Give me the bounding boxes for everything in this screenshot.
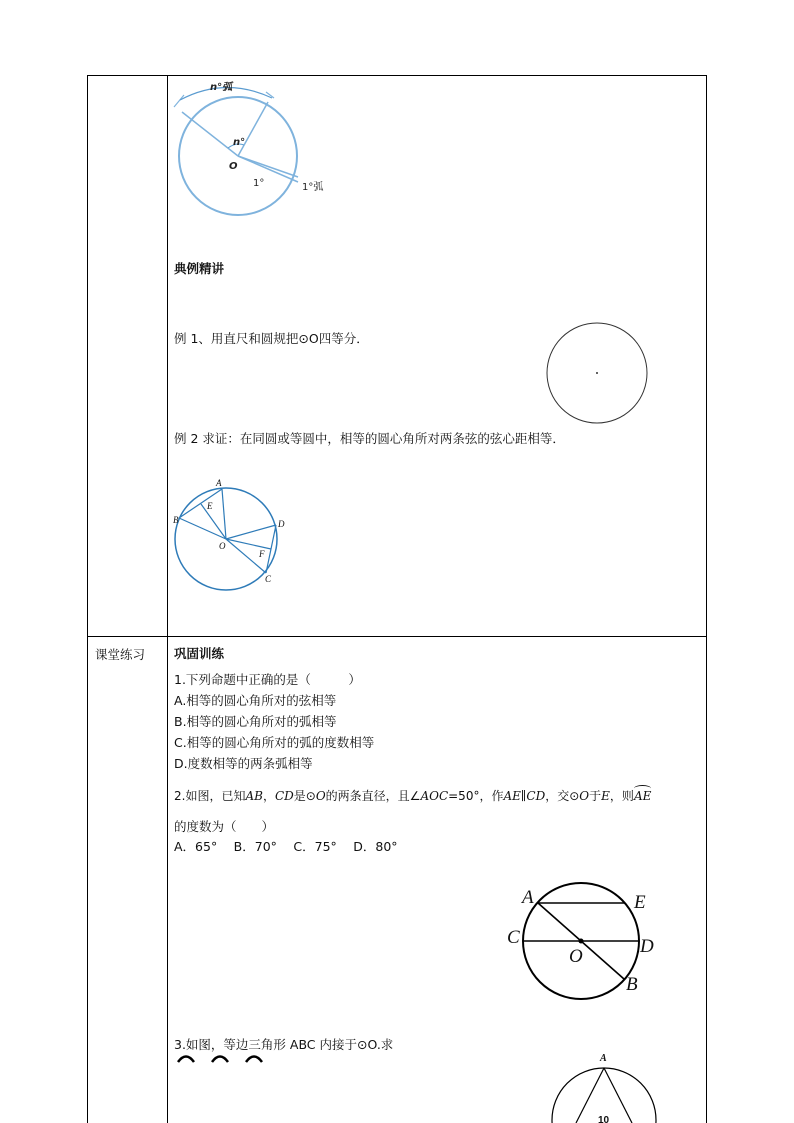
point-label-f: F	[259, 549, 265, 559]
table-left-border	[87, 75, 88, 1123]
point-label-b: B	[173, 515, 179, 525]
q3-arc-marks	[174, 1050, 274, 1064]
example2-chord-figure	[170, 475, 290, 595]
q2-stem-p7: ，则	[609, 789, 634, 803]
q1-stem: 1.下列命题中正确的是（ ）	[174, 672, 361, 687]
point-label-c: C	[265, 574, 272, 584]
label-center-o: O	[229, 161, 238, 172]
q3-stem: 3.如图，等边三角形 ABC 内接于⊙O.求	[174, 1037, 394, 1052]
q3-triangle-figure	[540, 1048, 670, 1123]
q2-stem-e: E	[601, 789, 610, 803]
q1-option-d: D.度数相等的两条弧相等	[174, 756, 313, 771]
example1-center-dot	[596, 372, 598, 374]
q2-circle-figure	[500, 876, 670, 1006]
q3-label-10: 10	[598, 1115, 610, 1123]
q1-option-c: C.相等的圆心角所对的弧的度数相等	[174, 735, 375, 750]
chord-ab	[179, 489, 222, 518]
q2-line2: 的度数为（ ）	[174, 819, 275, 834]
q2-label-a: A	[522, 887, 534, 908]
q2-label-c: C	[507, 927, 520, 948]
q2-stem-p1: 2.如图，已知	[174, 789, 246, 803]
example-2-text: 例 2 求证：在同圆或等圆中，相等的圆心角所对两条弦的弦心距相等．	[174, 431, 565, 446]
table-row-divider	[87, 636, 707, 637]
section-title-examples: 典例精讲	[174, 261, 225, 276]
q2-stem-p5: ，交⊙	[545, 789, 580, 803]
q1-option-b: B.相等的圆心角所对的弧相等	[174, 714, 337, 729]
q3-label-a: A	[600, 1053, 607, 1064]
q2-stem-aoc: AOC	[420, 789, 449, 803]
q2-label-d: D	[640, 936, 654, 957]
q2-stem-p2: 是⊙	[293, 789, 316, 803]
point-label-d: D	[278, 519, 285, 529]
radius-left	[182, 112, 238, 156]
row-label-classroom-practice: 课堂练习	[95, 647, 146, 662]
point-label-e: E	[207, 501, 213, 511]
section-title-practice: 巩固训练	[174, 646, 225, 661]
radius-oa	[222, 489, 226, 539]
example-1-text: 例 1、用直尺和圆规把⊙O四等分．	[174, 331, 369, 346]
q2-stem-ab: AB	[245, 789, 263, 803]
label-n-arc: n°弧	[210, 82, 233, 93]
q2-label-o: O	[569, 946, 583, 967]
tick-left	[174, 95, 184, 107]
q2-stem-p4: =50°，作	[448, 789, 504, 803]
q2-arc-ae-text: AE	[633, 789, 652, 803]
example1-circle-figure	[540, 320, 655, 428]
q2-stem-ae-cd: AE∥CD	[503, 789, 546, 803]
arc-overline-icon	[634, 785, 651, 792]
arc-mark-3	[246, 1057, 262, 1063]
table-top-border	[87, 75, 707, 76]
q2-stem-cd: CD	[274, 789, 294, 803]
q2-stem-p3: 的两条直径，且∠	[325, 789, 421, 803]
q2-label-e: E	[634, 892, 646, 913]
q2-stem-p6: 于	[589, 789, 602, 803]
label-n-angle: n°	[233, 137, 246, 148]
arc-mark-1	[178, 1057, 194, 1063]
q2-stem-o: O	[315, 789, 326, 803]
arc-degree-figure	[170, 78, 340, 228]
label-1deg-arc: 1°弧	[302, 182, 324, 193]
radius-1deg-b	[238, 156, 298, 182]
table-column-divider	[167, 75, 168, 1123]
arc-mark-2	[212, 1057, 228, 1063]
q2-stem-o2: O	[579, 789, 590, 803]
q2-stem	[174, 788, 651, 804]
q2-center-dot	[579, 939, 584, 944]
point-label-a: A	[216, 478, 222, 488]
q1-option-a: A.相等的圆心角所对的弦相等	[174, 693, 337, 708]
table-right-border	[706, 75, 707, 1123]
radius-od	[226, 525, 276, 539]
point-label-o: O	[219, 541, 226, 551]
q2-stem-comma: ，	[262, 789, 275, 803]
q2-options: A．65° B．70° C．75° D．80°	[174, 839, 398, 854]
q2-label-b: B	[626, 974, 638, 995]
q2-arc-ae	[634, 788, 651, 804]
label-1deg: 1°	[253, 178, 265, 189]
